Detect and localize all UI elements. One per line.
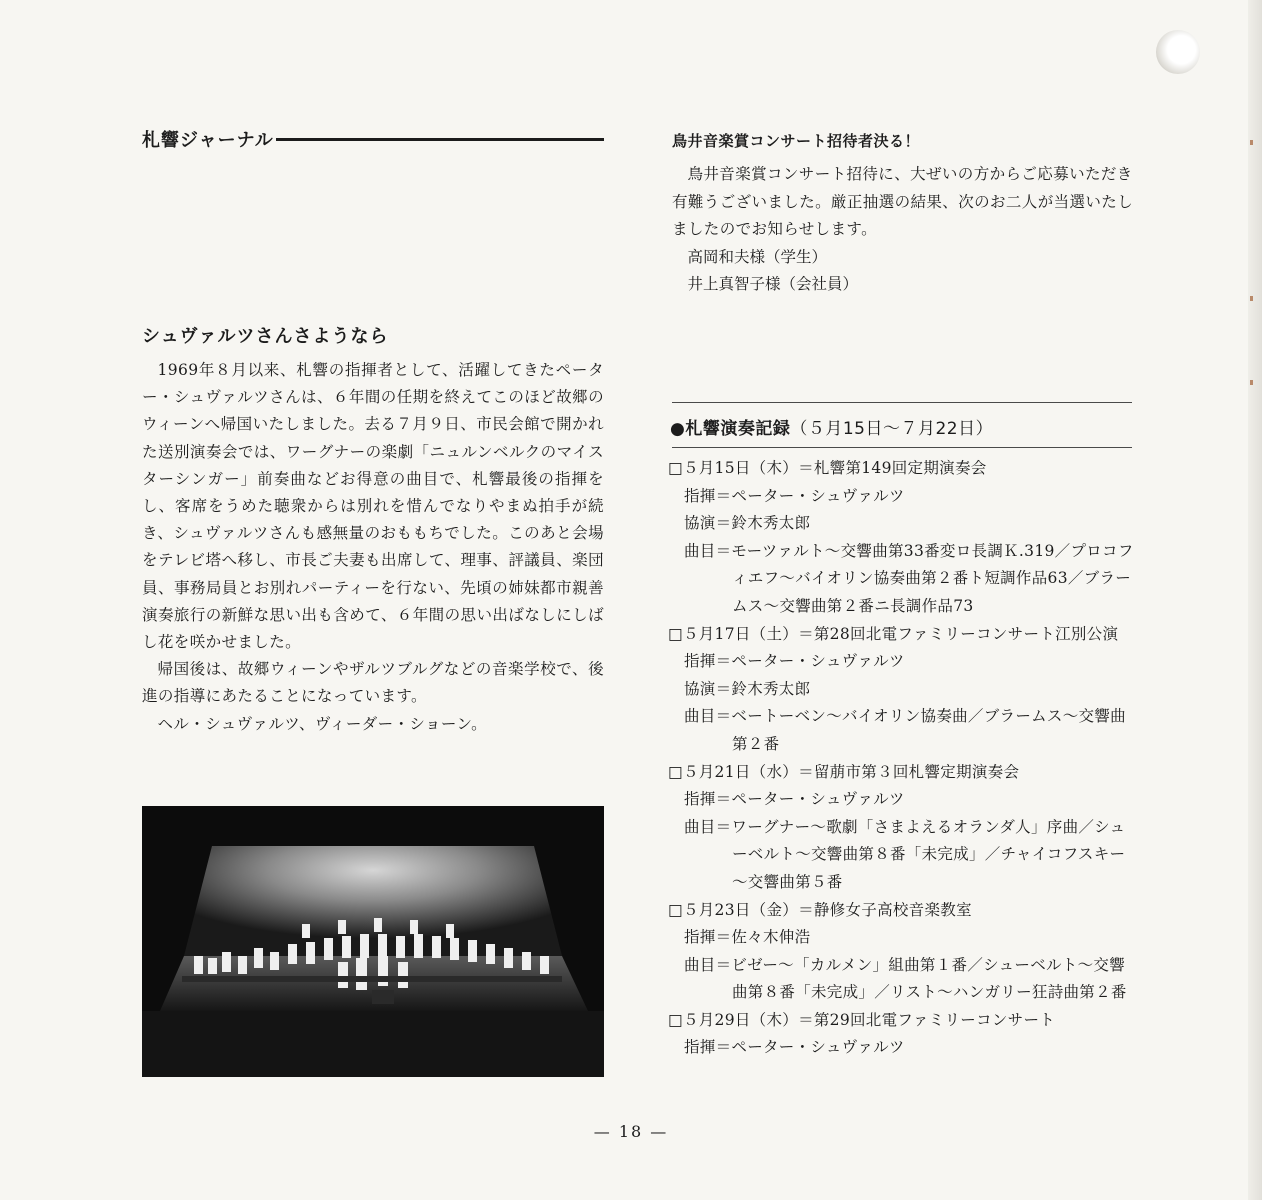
record-entry — [668, 1007, 1138, 1062]
farewell-paragraph: ヘル・シュヴァルツ、ヴィーダー・ショーン。 — [157, 714, 488, 733]
record-line: 指揮＝ペーター・シュヴァルツ — [684, 790, 905, 809]
farewell-article — [142, 357, 604, 738]
record-date: □５月15日（木）＝札響第149回定期演奏会 — [668, 459, 987, 477]
winner-item: 井上真智子様（会社員） — [687, 275, 859, 294]
records-heading-label: ●札響演奏記録 — [670, 419, 791, 439]
record-date: □５月17日（土）＝第28回北電ファミリーコンサート江別公演 — [668, 624, 1119, 643]
prize-title: 鳥井音楽賞コンサート招待者決る！ — [672, 132, 921, 150]
record-line: 協演＝鈴木秀太郎 — [684, 514, 811, 533]
records-heading — [670, 414, 993, 439]
orchestra-stage-photo — [142, 806, 604, 1077]
record-date: □５月23日（金）＝静修女子高校音楽教室 — [668, 900, 972, 919]
record-date: □５月21日（水）＝留萠市第３回札響定期演奏会 — [668, 762, 1020, 781]
edge-mark — [1250, 140, 1253, 145]
farewell-paragraph: 1969年８月以来、札響の指揮者として、活躍してきたペーター・シュヴァルツさんは、６年間の任期を終えてこのほど故郷のウィーンへ帰国いたしました。去る７月９日、市民会館で開かれた送別演奏会では、ワーグナーの楽劇「ニュルンベルクのマイスターシンガー」前奏曲などお得意の曲目で、札響最後の指揮をし、客席をうめた聴衆からは別れを惜んでなりやまぬ拍手が続き、シュヴァルツさんも感無量のおももちでした。このあと会場をテレビ塔へ移し、市長ご夫妻も出席して、理事、評議員、楽団員、事務局員とお別れパーティーを行ない、先頃の姉妹都市親善演奏旅行の新鮮な思い出も含めて、６年間の思い出ばなしにしばし花を咲かせました。 — [142, 361, 604, 652]
record-program: 曲目＝ビゼー～「カルメン」組曲第１番／シューベルト～交響曲第８番「未完成」／リスト～ハンガリー狂詩曲第２番 — [684, 955, 1127, 1002]
record-date: □５月29日（木）＝第29回北電ファミリーコンサート — [668, 1010, 1056, 1029]
page-edge — [1248, 0, 1262, 1200]
winner-item: 高岡和夫様（学生） — [687, 247, 828, 266]
records-top-rule — [672, 402, 1132, 403]
farewell-title: シュヴァルツさんさようなら — [142, 326, 389, 347]
binder-punch-hole — [1156, 30, 1200, 74]
record-entry — [668, 759, 1138, 897]
record-line: 指揮＝ペーター・シュヴァルツ — [684, 486, 905, 505]
record-program: 曲目＝ベートーベン～バイオリン協奏曲／ブラームス～交響曲第２番 — [684, 707, 1126, 753]
prize-body — [672, 161, 1134, 244]
record-entry — [668, 897, 1138, 1007]
farewell-paragraph: 帰国後は、故郷ウィーンやザルツブルグなどの音楽学校で、後進の指導にあたることになっています。 — [142, 660, 604, 706]
edge-mark — [1250, 380, 1253, 385]
records-bottom-rule — [672, 447, 1132, 448]
record-line: 協演＝鈴木秀太郎 — [684, 679, 811, 698]
record-line: 指揮＝ペーター・シュヴァルツ — [684, 652, 905, 671]
record-entry — [668, 621, 1138, 759]
record-program: 曲目＝モーツァルト～交響曲第33番変ロ長調Ｋ.319／プロコフィエフ～バイオリン協奏曲第２番ト短調作品63／ブラームス～交響曲第２番ニ長調作品73 — [684, 541, 1134, 615]
records-period: （５月15日～７月22日） — [790, 419, 994, 439]
prize-text: 鳥井音楽賞コンサート招待に、大ぜいの方からご応募いただき有難うございました。厳正抽選の結果、次のお二人が当選いたしましたのでお知らせします。 — [672, 165, 1134, 239]
prize-announcement — [672, 130, 1134, 299]
record-program: 曲目＝ワーグナー～歌劇「さまよえるオランダ人」序曲／シューベルト～交響曲第８番「未完成」／チャイコフスキー～交響曲第５番 — [684, 817, 1126, 891]
journal-header — [142, 126, 604, 152]
edge-mark — [1250, 296, 1253, 301]
record-entry — [668, 455, 1138, 621]
record-line: 指揮＝佐々木伸浩 — [684, 928, 811, 947]
heading-rule — [276, 138, 604, 141]
page-number: — 18 — — [593, 1122, 669, 1141]
orchestra-photo-drawing — [142, 806, 604, 1077]
record-line: 指揮＝ペーター・シュヴァルツ — [684, 1038, 905, 1057]
performance-records — [668, 455, 1138, 1062]
journal-heading: 札響ジャーナル — [142, 130, 274, 151]
